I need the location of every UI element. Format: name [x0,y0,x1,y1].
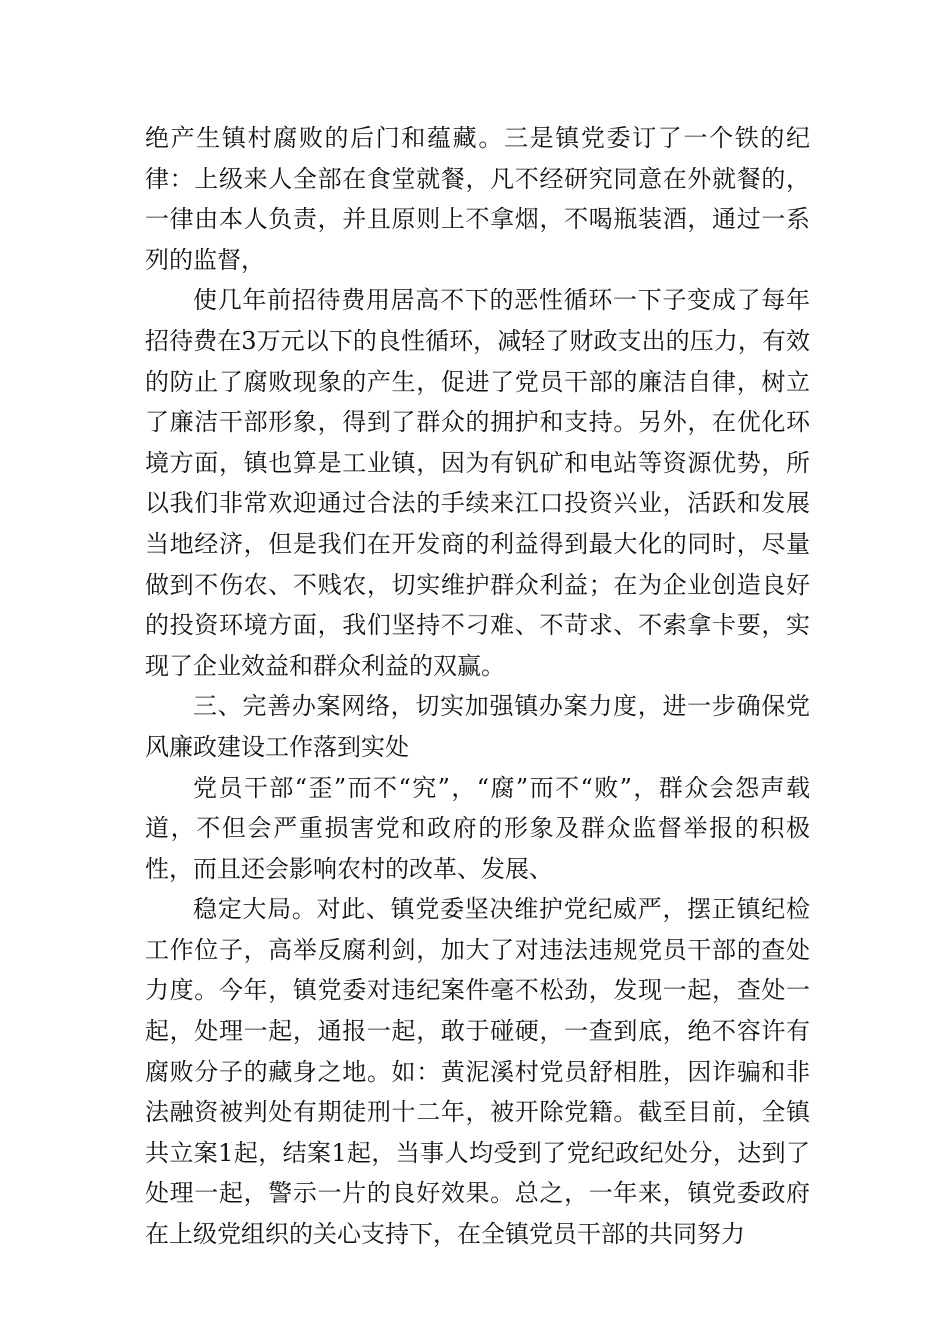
document-body [145,118,810,1255]
paragraph-5: 稳定大局。对此、镇党委坚决维护党纪威严，摆正镇纪检工作位子，高举反腐利剑，加大了对违法违规党员干部的查处力度。今年，镇党委对违纪案件毫不松劲，发现一起，查处一起，处理一起，通报一起，敢于碰硬，一查到底，绝不容许有腐败分子的藏身之地。如：黄泥溪村党员舒相胜，因诈骗和非法融资被判处有期徒刑十二年，被开除党籍。截至目前，全镇共立案1起，结案1起，当事人均受到了党纪政纪处分，达到了处理一起，警示一片的良好效果。总之，一年来，镇党委政府在上级党组织的关心支持下，在全镇党员干部的共同努力 [145,895,810,1249]
paragraph-2: 使几年前招待费用居高不下的恶性循环一下子变成了每年招待费在3万元以下的良性循环，减轻了财政支出的压力，有效的防止了腐败现象的产生，促进了党员干部的廉洁自律，树立了廉洁干部形象，得到了群众的拥护和支持。另外，在优化环境方面，镇也算是工业镇，因为有钒矿和电站等资源优势，所以我们非常欢迎通过合法的手续来江口投资兴业，活跃和发展当地经济，但是我们在开发商的利益得到最大化的同时，尽量做到不伤农、不贱农，切实维护群众利益；在为企业创造良好的投资环境方面，我们坚持不刁难、不苛求、不索拿卡要，实现了企业效益和群众利益的双赢。 [145,286,810,680]
paragraph-1: 绝产生镇村腐败的后门和蕴藏。三是镇党委订了一个铁的纪律：上级来人全部在食堂就餐，凡不经研究同意在外就餐的，一律由本人负责，并且原则上不拿烟，不喝瓶装酒，通过一系列的监督， [145,124,810,274]
paragraph-4: 党员干部“歪”而不“究”，“腐”而不“败”，群众会怨声载道，不但会严重损害党和政府的形象及群众监督举报的积极性，而且还会影响农村的改革、发展、 [145,773,810,883]
section-heading-3: 三、完善办案网络，切实加强镇办案力度，进一步确保党风廉政建设工作落到实处 [145,692,810,761]
